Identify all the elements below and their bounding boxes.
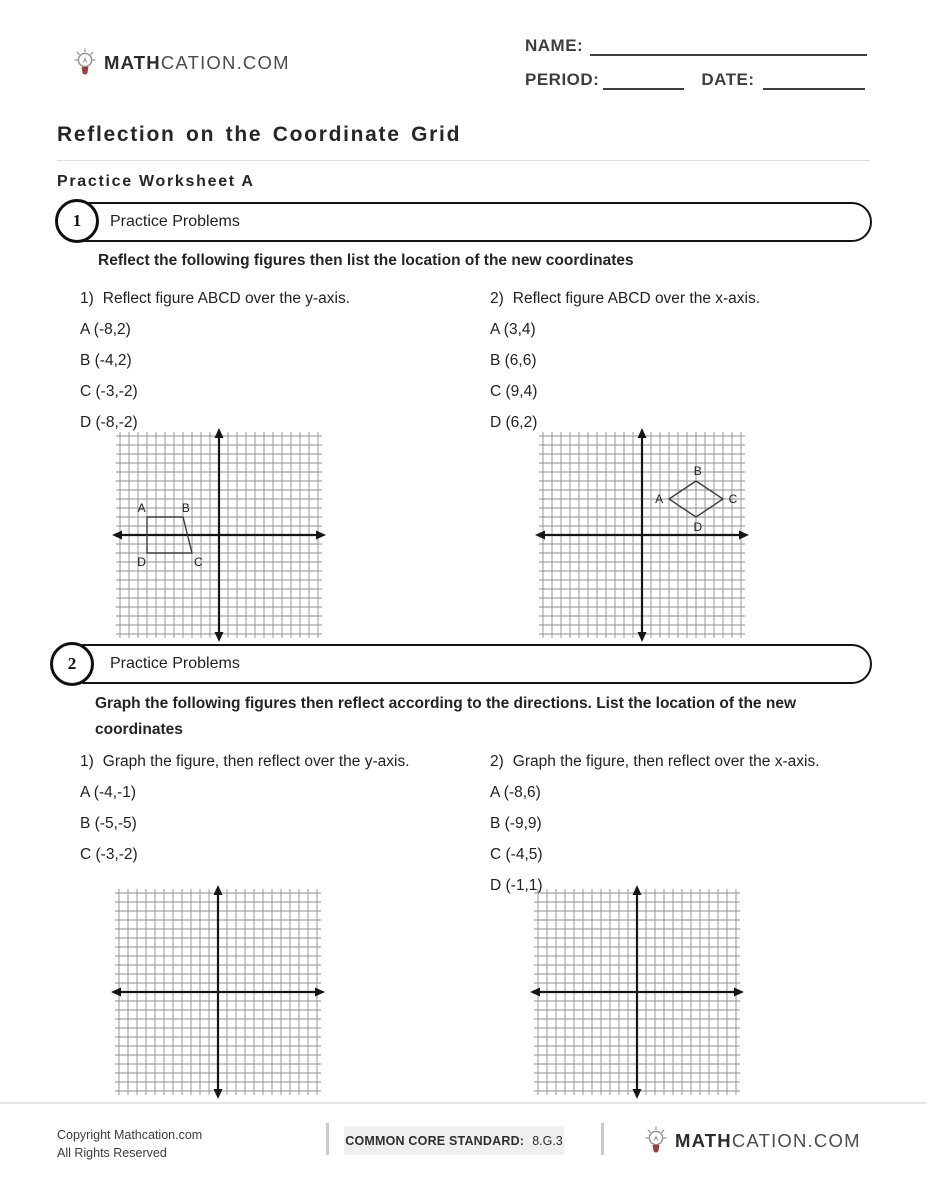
logo-text: [104, 52, 290, 74]
date-label: DATE:: [701, 70, 755, 89]
coordinate-item: D (-8,-2): [80, 414, 138, 431]
name-line[interactable]: [590, 36, 867, 56]
coordinate-item: B (6,6): [490, 352, 537, 369]
name-label: NAME:: [525, 36, 584, 55]
footer-divider: [0, 1102, 927, 1104]
coordinate-grid-3: [103, 877, 333, 1107]
section-1-badge: [64, 202, 872, 242]
worksheet-subtitle: Practice Worksheet A: [57, 173, 255, 190]
coordinates-list: [80, 777, 480, 870]
footer-separator-2: [601, 1123, 604, 1155]
problem-text: Graph the figure, then reflect over the x-axis.: [512, 753, 820, 770]
svg-text:C: C: [193, 555, 203, 569]
coordinate-item: A (-8,2): [80, 321, 131, 338]
lightbulb-icon: [74, 48, 96, 78]
problem-number: 2): [490, 290, 504, 307]
common-core-label: COMMON CORE STANDARD:: [345, 1133, 525, 1148]
logo-text-light: CATION.COM: [160, 52, 290, 73]
problem-number: 1): [80, 290, 94, 307]
problem-2-1: [80, 746, 480, 870]
problem-prompt: [80, 283, 480, 314]
section-2-badge-label: Practice Problems: [110, 655, 240, 672]
period-line[interactable]: [603, 70, 684, 90]
problem-1-2: [490, 283, 890, 438]
section-2-instruction: Graph the following figures then reflect according to the directions. List the location of the new coordinates: [95, 695, 796, 738]
svg-text:D: D: [137, 555, 146, 569]
section-1-badge-label: Practice Problems: [110, 213, 240, 230]
problem-text: Graph the figure, then reflect over the y-axis.: [102, 753, 410, 770]
problem-1-1: [80, 283, 480, 438]
footer-logo: [645, 1126, 861, 1156]
copyright-line-2: All Rights Reserved: [57, 1146, 167, 1160]
problem-text: Reflect figure ABCD over the y-axis.: [102, 290, 351, 307]
page-title: Reflection on the Coordinate Grid: [57, 123, 462, 146]
name-row: [525, 36, 867, 56]
coordinate-item: D (6,2): [490, 414, 538, 431]
logo-text-bold: MATH: [675, 1130, 732, 1151]
coordinate-grid-4: [522, 877, 752, 1107]
period-date-row: [525, 70, 865, 90]
footer-separator-1: [326, 1123, 329, 1155]
svg-text:C: C: [728, 492, 738, 506]
section-2-badge: [64, 644, 872, 684]
problem-number: 2): [490, 753, 504, 770]
coordinate-item: C (9,4): [490, 383, 538, 400]
date-line[interactable]: [763, 70, 865, 90]
common-core-value: 8.G.3: [532, 1133, 563, 1148]
coordinate-item: A (-4,-1): [80, 784, 136, 801]
coordinate-grid-2: [527, 420, 757, 650]
svg-text:D: D: [693, 519, 703, 534]
svg-text:B: B: [181, 501, 190, 515]
section-2-number: 2: [50, 642, 94, 686]
period-label: PERIOD:: [525, 70, 600, 89]
problem-prompt: [490, 283, 890, 314]
logo-text-bold: MATH: [104, 52, 161, 73]
title-divider: [57, 160, 870, 161]
coordinate-item: C (-3,-2): [80, 383, 138, 400]
coordinate-grid-1: [104, 420, 334, 650]
logo-text-light: CATION.COM: [731, 1130, 861, 1151]
svg-text:A: A: [655, 492, 664, 506]
svg-text:B: B: [693, 464, 702, 479]
coordinate-item: A (3,4): [490, 321, 536, 338]
problem-prompt: [80, 746, 480, 777]
logo-text: [675, 1130, 861, 1152]
header-logo: [74, 48, 290, 78]
footer-copyright: [57, 1126, 202, 1162]
coordinate-item: A (-8,6): [490, 784, 541, 801]
problem-number: 1): [80, 753, 94, 770]
problem-text: Reflect figure ABCD over the x-axis.: [512, 290, 761, 307]
lightbulb-icon: [645, 1126, 667, 1156]
coordinate-item: D (-1,1): [490, 877, 543, 894]
common-core-box: [344, 1126, 564, 1155]
coordinate-item: C (-4,5): [490, 846, 543, 863]
copyright-line-1: Copyright Mathcation.com: [57, 1128, 203, 1142]
coordinate-item: B (-9,9): [490, 815, 542, 832]
coordinate-item: C (-3,-2): [80, 846, 138, 863]
coordinate-item: B (-5,-5): [80, 815, 137, 832]
problem-prompt: [490, 746, 890, 777]
coordinate-item: B (-4,2): [80, 352, 132, 369]
section-1-number: 1: [55, 199, 99, 243]
svg-text:A: A: [137, 501, 146, 515]
section-1-instruction: Reflect the following figures then list the location of the new coordinates: [98, 252, 634, 269]
